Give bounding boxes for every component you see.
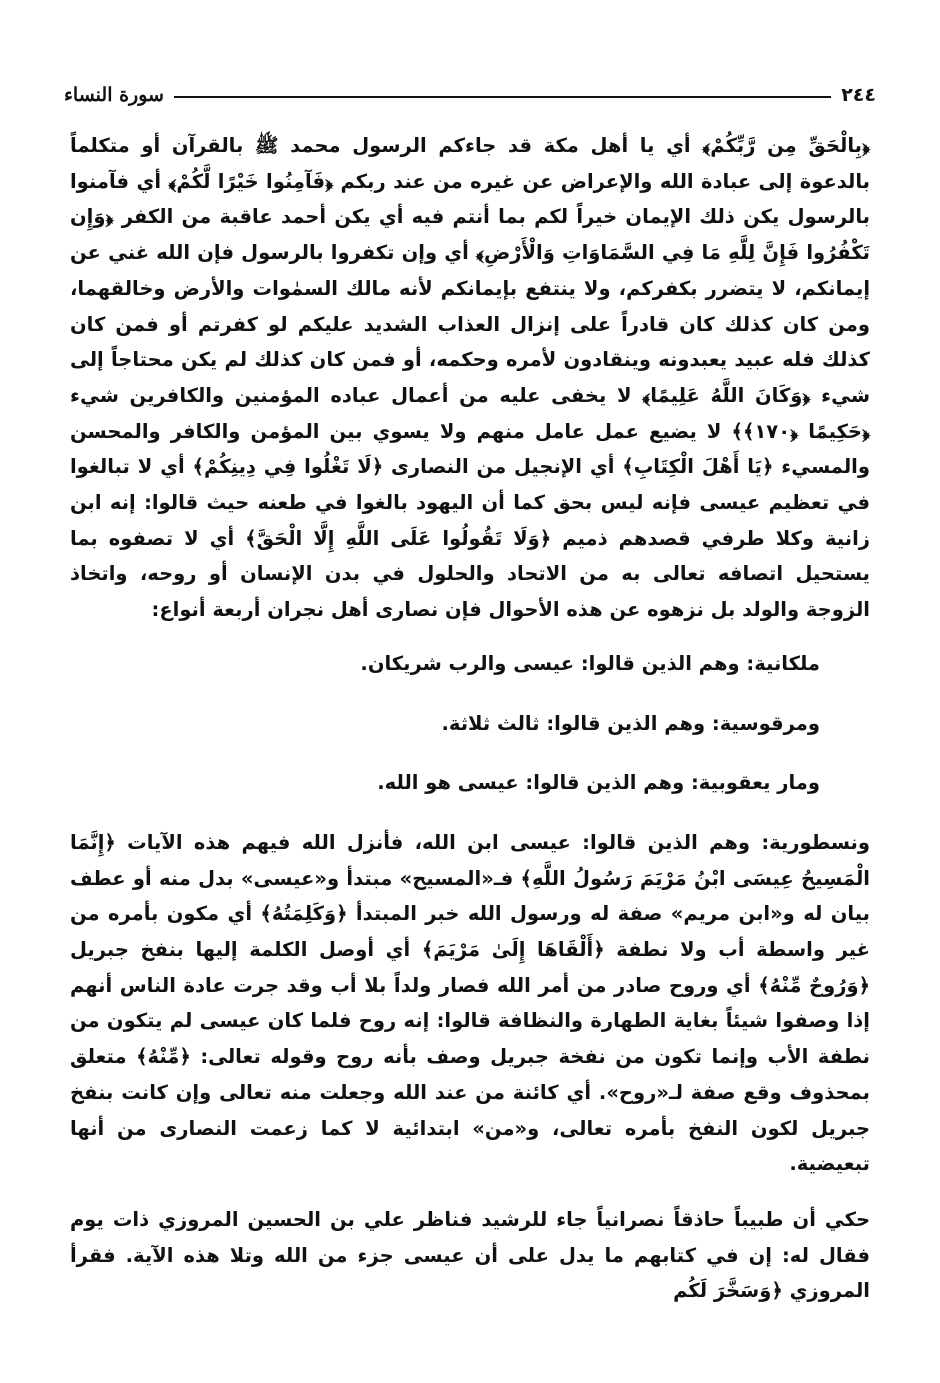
paragraph-commentary-1: ﴿بِالْحَقِّ مِن رَّبِّكُمْ﴾ أي يا أهل مكة قد جاءكم الرسول محمد ﷺ بالقرآن أو متكلماً بالدعوة إلى عبادة الله والإعراض عن غيره من عند ربكم ﴿فَآمِنُوا خَيْرًا لَّكُمْ﴾ أي فآمنوا بالرسول يكن ذلك الإيمان خيراً لكم بما أنتم فيه أي يكن أحمد عاقبة من الكفر ﴿وَإِن تَكْفُرُوا فَإِنَّ لِلَّهِ مَا فِي السَّمَاوَاتِ وَالْأَرْضِ﴾ أي وإن تكفروا بالرسول فإن الله غني عن إيمانكم، لا يتضرر بكفركم، ولا ينتفع بإيمانكم لأنه مالك السمٰوات والأرض وخالقهما، ومن كان كذلك كان قادراً على إنزال العذاب الشديد عليكم لو كفرتم أو فمن كان كذلك فله عبيد يعبدونه وينقادون لأمره وحكمه، أو فمن كان كذلك لم يكن محتاجاً إلى شيء ﴿وَكَانَ اللَّهُ عَلِيمًا﴾ لا يخفى عليه من أعمال عباده المؤمنين والكافرين شيء ﴿حَكِيمًا ﴿١٧٠﴾﴾ لا يضيع عمل عامل منهم ولا يسوي بين المؤمن والكافر والمحسن والمسيء ﴿يَا أَهْلَ الْكِتَابِ﴾ أي الإنجيل من النصارى ﴿لَا تَغْلُوا فِي دِينِكُمْ﴾ أي لا تبالغوا في تعظيم عيسى فإنه ليس بحق كما أن اليهود بالغوا في طعنه حيث قالوا: إنه ابن زانية وكلا طرفي قصدهم ذميم ﴿وَلَا تَقُولُوا عَلَى اللَّهِ إِلَّا الْحَقَّ﴾ أي لا تصفوه بما يستحيل اتصافه تعالى به من الاتحاد والحلول في بدن الإنسان أو روحه، واتخاذ الزوجة والولد بل نزهوه عن هذه الأحوال فإن نصارى أهل نجران أربعة أنواع: — [70, 134, 870, 622]
running-header — [64, 80, 876, 110]
surah-name: سورة النساء — [64, 84, 164, 106]
text-body — [70, 128, 870, 1309]
list-item-malkaniyya: ملكانية: وهم الذين قالوا: عيسى والرب شريكان. — [360, 651, 820, 675]
list-item-marqusiyya: ومرقوسية: وهم الذين قالوا: ثالث ثلاثة. — [441, 711, 820, 735]
paragraph-commentary-2: ونسطورية: وهم الذين قالوا: عيسى ابن الله، فأنزل الله فيهم هذه الآيات ﴿إِنَّمَا الْمَسِيحُ عِيسَى ابْنُ مَرْيَمَ رَسُولُ اللَّهِ﴾ فـ«المسيح» مبتدأ و«عيسى» بدل منه أو عطف بيان له و«ابن مريم» صفة له ورسول الله خبر المبتدأ ﴿وَكَلِمَتُهُ﴾ أي مكون بأمره من غير واسطة أب ولا نطفة ﴿أَلْقَاهَا إِلَىٰ مَرْيَمَ﴾ أي أوصل الكلمة إليها بنفخ جبريل ﴿وَرُوحٌ مِّنْهُ﴾ أي وروح صادر من أمر الله فصار ولداً بلا أب وقد جرت عادة الناس أنهم إذا وصفوا شيئاً بغاية الطهارة والنظافة قالوا: إنه روح فلما كان عيسى لم يتكون من نطفة الأب وإنما تكون من نفخة جبريل وصف بأنه روح وقوله تعالى: ﴿مِّنْهُ﴾ متعلق بمحذوف وقع صفة لـ«روح». أي كائنة من عند الله وجعلت منه تعالى وإن كانت بنفخ جبريل لكون النفخ بأمره تعالى، و«من» ابتدائية لا كما زعمت النصارى من أنها تبعيضية. — [70, 830, 870, 1176]
paragraph-anecdote: حكي أن طبيباً حاذقاً نصرانياً جاء للرشيد فناظر علي بن الحسين المروزي ذات يوم فقال له: إن في كتابهم ما يدل على أن عيسى جزء من الله وتلا هذه الآية. فقرأ المروزي ﴿وَسَخَّرَ لَكُم — [70, 1207, 870, 1303]
page-number: ٢٤٤ — [841, 84, 876, 106]
header-rule — [174, 96, 831, 98]
list-item-yaqubiyya: ومار يعقوبية: وهم الذين قالوا: عيسى هو الله. — [377, 771, 820, 795]
